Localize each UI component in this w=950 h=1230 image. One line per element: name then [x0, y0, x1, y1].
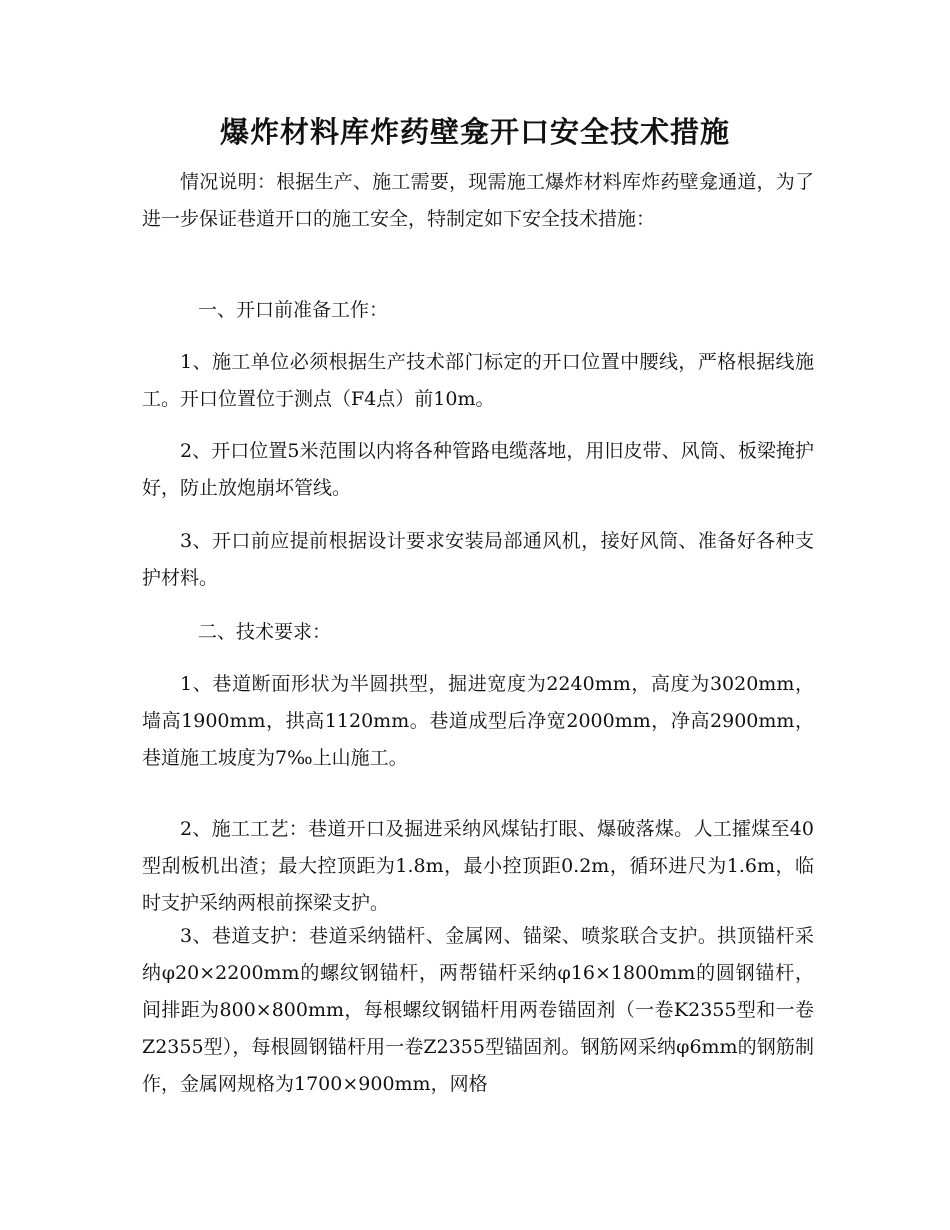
section-heading-technical: 二、技术要求： — [198, 621, 332, 643]
paragraph-text: 3、开口前应提前根据设计要求安装局部通风机，接好风筒、准备好各种支护材料。 — [142, 530, 814, 589]
paragraph-prep-1 — [142, 344, 814, 418]
section-heading-preparation: 一、开口前准备工作： — [198, 299, 389, 321]
intro-text: 情况说明：根据生产、施工需要，现需施工爆炸材料库炸药壁龛通道，为了进一步保证巷道开口的施工安全，特制定如下安全技术措施： — [142, 171, 814, 230]
intro-paragraph — [142, 164, 814, 238]
paragraph-text: 2、施工工艺：巷道开口及掘进采纳风煤钻打眼、爆破落煤。人工攉煤至40型刮板机出渣；最大控顶距为1.8m，最小控顶距0.2m，循环进尺为1.6m，临时支护采纳两根前探梁支护。 — [142, 818, 814, 914]
paragraph-tech-1 — [142, 666, 814, 777]
paragraph-prep-3 — [142, 523, 814, 597]
paragraph-tech-2 — [142, 811, 814, 922]
paragraph-text: 1、巷道断面形状为半圆拱型，掘进宽度为2240mm，高度为3020mm，墙高1900mm，拱高1120mm。巷道成型后净宽2000mm，净高2900mm，巷道施工坡度为7‰上山施工。 — [142, 673, 814, 769]
paragraph-prep-2 — [142, 433, 814, 507]
document-title: 爆炸材料库炸药壁龛开口安全技术措施 — [219, 115, 730, 149]
paragraph-text: 1、施工单位必须根据生产技术部门标定的开口位置中腰线，严格根据线施工。开口位置位于测点（F4点）前10m。 — [142, 351, 814, 410]
paragraph-text: 2、开口位置5米范围以内将各种管路电缆落地，用旧皮带、风筒、板梁掩护好，防止放炮崩坏管线。 — [142, 440, 814, 499]
paragraph-tech-3 — [142, 918, 814, 1103]
paragraph-text: 3、巷道支护：巷道采纳锚杆、金属网、锚梁、喷浆联合支护。拱顶锚杆采纳φ20×2200mm的螺纹钢锚杆，两帮锚杆采纳φ16×1800mm的圆钢锚杆，间排距为800×800mm，每根螺纹钢锚杆用两卷锚固剂（一卷K2355型和一卷Z2355型），每根圆钢锚杆用一卷Z2355型锚固剂。钢筋网采纳φ6mm的钢筋制作，金属网规格为1700×900mm，网格 — [142, 925, 814, 1095]
